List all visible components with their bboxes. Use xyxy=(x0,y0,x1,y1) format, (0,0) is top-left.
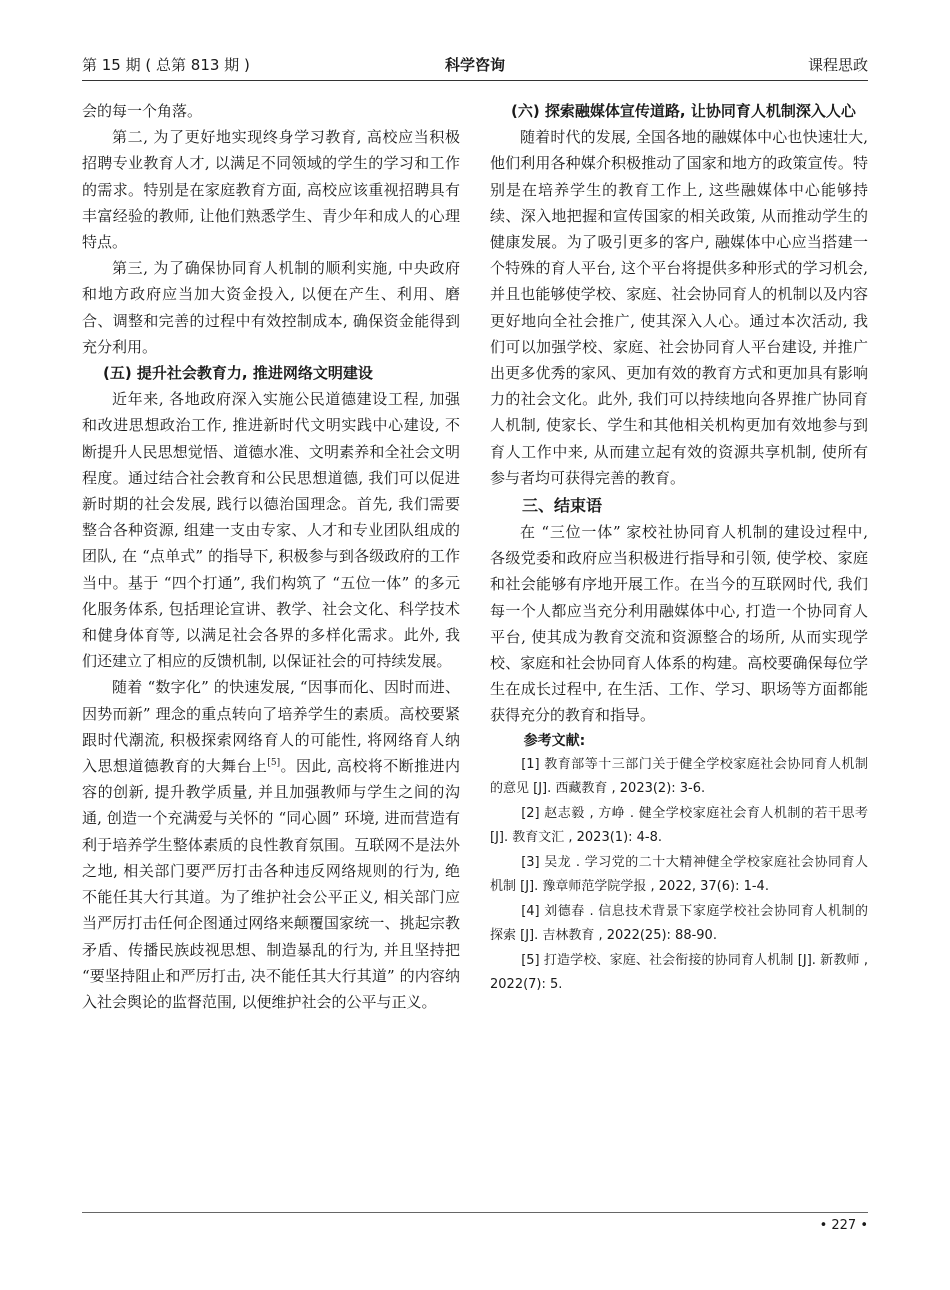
reference-item: [3] 吴龙 . 学习党的二十大精神健全学校家庭社会协同育人机制 [J]. 豫章师范学院学报 , 2022, 37(6): 1-4. xyxy=(490,854,868,895)
journal-title: 科学咨询 xyxy=(444,56,505,74)
section-label: 课程思政 xyxy=(807,56,868,74)
section-heading-5: (五) 提升社会教育力, 推进网络文明建设 xyxy=(103,364,373,383)
paragraph-network-1: 近年来, 各地政府深入实施公民道德建设工程, 加强和改进思想政治工作, 推进新时代文明实践中心建设, 不断提升人民思想觉悟、道德水准、文明素养和全社会文明程度。通过结合社会教育和公民思想道德, 我们可以促进新时期的社会发展, 践行以德治国理念。首先, 我们需要整合各种资源, 组建一支由专家、人才和专业团队组成的团队, 在 “点单式” 的指导下, 积极参与到各级政府的工作当中。基于 “四个打通”, 我们构筑了 “五位一体” 的多元化服务体系, 包括理论宣讲、教学、社会文化、科学技术和健身体育等, 以满足社会各界的多样化需求。此外, 我们还建立了相应的反馈机制, 以保证社会的可持续发展。 xyxy=(82,390,460,671)
conclusion-heading: 三、结束语 xyxy=(522,496,603,516)
reference-item: [2] 赵志毅 , 方峥 . 健全学校家庭社会育人机制的若干思考 [J]. 教育文汇 , 2023(1): 4-8. xyxy=(490,805,868,846)
paragraph-conclusion: 在 “三位一体” 家校社协同育人机制的建设过程中, 各级党委和政府应当积极进行指导和引领, 使学校、家庭和社会能够有序地开展工作。在当今的互联网时代, 我们每一个人都应当充分利用融媒体中心, 打造一个协同育人平台, 使其成为教育交流和资源整合的场所, 从而实现学校、家庭和社会协同育人体系的构建。高校要确保每位学生在成长过程中, 在生活、工作、学习、职场等方面都能获得充分的教育和指导。 xyxy=(490,523,868,725)
footer-rule xyxy=(82,1212,868,1213)
paragraph-continuation: 会的每一个角落。 xyxy=(82,102,203,120)
header-rule xyxy=(82,80,868,81)
page-number: • 227 • xyxy=(819,1218,868,1233)
paragraph-media: 随着时代的发展, 全国各地的融媒体中心也快速壮大, 他们利用各种媒介积极推动了国家和地方的政策宣传。特别是在培养学生的教育工作上, 这些融媒体中心能够持续、深入地把握和宣传国家的相关政策, 从而推动学生的健康发展。为了吸引更多的客户, 融媒体中心应当搭建一个特殊的育人平台, 这个平台将提供多种形式的学习机会, 并且也能够使学校、家庭、社会协同育人的机制以及内容更好地向全社会推广, 使其深入人心。通过本次活动, 我们可以加强学校、家庭、社会协同育人平台建设, 并推广出更多优秀的家风、更加有效的教育方式和更加具有影响力的社会文化。此外, 我们可以持续地向各界推广协同育人机制, 使家长、学生和其他相关机构更加有效地参与到育人工作中来, 从而建立起有效的资源共享机制, 使所有参与者均可获得完善的教育。 xyxy=(490,128,868,487)
issue-label: 第 15 期 ( 总第 813 期 ) xyxy=(82,56,250,74)
paragraph-second: 第二, 为了更好地实现终身学习教育, 高校应当积极招聘专业教育人才, 以满足不同领域的学生的学习和工作的需求。特别是在家庭教育方面, 高校应该重视招聘具有丰富经验的教师, 让他们熟悉学生、青少年和成人的心理特点。 xyxy=(82,128,460,252)
paragraph-network-2 xyxy=(82,674,460,1015)
references-title: 参考文献: xyxy=(523,732,586,749)
reference-item: [5] 打造学校、家庭、社会衔接的协同育人机制 [J]. 新教师 , 2022(7): 5. xyxy=(490,952,868,993)
reference-item: [1] 教育部等十三部门关于健全学校家庭社会协同育人机制的意见 [J]. 西藏教育 , 2023(2): 3-6. xyxy=(490,756,868,797)
page-header xyxy=(82,52,868,78)
paragraph-network-2-b: 。因此, 高校将不断推进内容的创新, 提升教学质量, 并且加强教师与学生之间的沟通, 创造一个充满爱与关怀的 “同心圆” 环境, 进而营造有利于培养学生整体素质的良性教育氛围。互联网不是法外之地, 相关部门要严厉打击各种违反网络规则的行为, 绝不能任其大行其道。为了维护社会公平正义, 相关部门应当严厉打击任何企图通过网络来颠覆国家统一、挑起宗教矛盾、传播民族歧视思想、制造暴乱的行为, 并且坚持把 “要坚持阻止和严厉打击, 决不能任其大行其道” 的内容纳入社会舆论的监督范围, 以便维护社会的公平与正义。 xyxy=(82,757,460,1011)
left-column xyxy=(82,98,460,1015)
paragraph-third: 第三, 为了确保协同育人机制的顺利实施, 中央政府和地方政府应当加大资金投入, 以便在产生、利用、磨合、调整和完善的过程中有效控制成本, 确保资金能得到充分利用。 xyxy=(82,259,460,356)
right-column xyxy=(490,98,868,998)
reference-item: [4] 刘德春 . 信息技术背景下家庭学校社会协同育人机制的探索 [J]. 吉林教育 , 2022(25): 88-90. xyxy=(490,903,868,944)
section-heading-6: (六) 探索融媒体宣传道路, 让协同育人机制深入人心 xyxy=(511,102,856,120)
paragraph-network-2-a: 随着 “数字化” 的快速发展, “因事而化、因时而进、因势而新” 理念的重点转向了培养学生的素质。高校要紧跟时代潮流, 积极探索网络育人的可能性, 将网络育人纳入思想道德教育的大舞台上 xyxy=(82,678,460,776)
citation-5[interactable]: [5] xyxy=(267,758,281,769)
